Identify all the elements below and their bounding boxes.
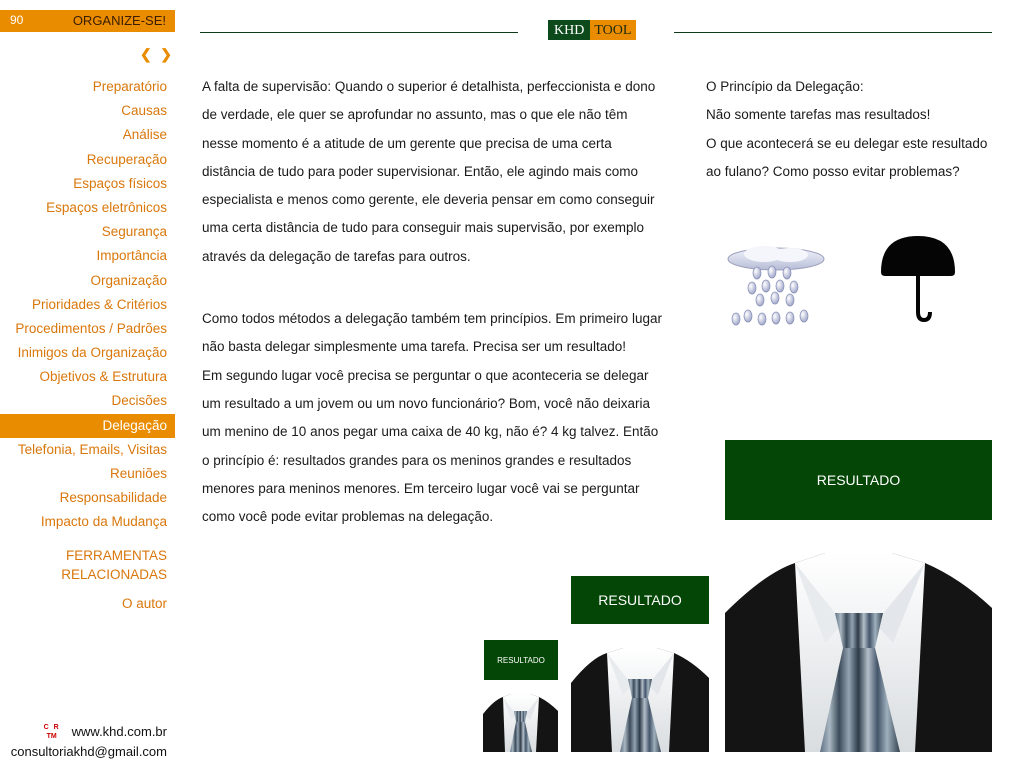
main-text [202, 73, 667, 531]
registered-mark: R [53, 723, 59, 731]
trademark-mark: TM [46, 732, 57, 740]
sidebar-item-telefonia-emails-visitas[interactable]: Telefonia, Emails, Visitas [17, 441, 167, 457]
copyright-marks-icon [42, 724, 64, 742]
sidebar-item-analise[interactable]: Análise [122, 127, 167, 143]
header-rule-right [674, 32, 992, 33]
sidebar-item-inimigos-da-organizacao[interactable]: Inimigos da Organização [17, 345, 167, 361]
website-link[interactable]: www.khd.com.br [71, 724, 167, 739]
khd-tool-logo [548, 20, 636, 40]
sidebar-item-impacto-da-mudanca[interactable]: Impacto da Mudança [40, 514, 167, 530]
principle-question: O que acontecerá se eu delegar este resultado ao fulano? Como posso evitar problemas? [706, 135, 988, 179]
related-tools-label-line1: FERRAMENTAS [65, 548, 167, 563]
email-link[interactable]: consultoriakhd@gmail.com [10, 743, 167, 759]
sidebar-item-responsabilidade[interactable]: Responsabilidade [59, 490, 167, 506]
logo-khd: KHD [548, 20, 590, 40]
related-tools-link[interactable] [0, 546, 175, 584]
sidebar-item-importancia[interactable]: Importância [96, 248, 167, 264]
paragraph-principles-2: Em segundo lugar você precisa se perguntar o que aconteceria se delegar um resultado a um jovem ou um novo funcionário? Bom, você não deixaria um menino de 10 anos pegar uma caixa de 40 kg, não é? 4 kg talvez. Então o princípio é: resultados grandes para os meninos grandes e resultados menores para meninos menores. Em terceiro lugar você vai se perguntar como você pode evitar problemas na delegação. [202, 367, 659, 525]
result-box-small [484, 640, 558, 680]
sidebar-item-seguranca[interactable]: Segurança [101, 224, 167, 240]
sidebar-item-prioridades-criterios[interactable]: Prioridades & Critérios [31, 296, 167, 312]
sidebar-item-reunioes[interactable]: Reuniões [109, 466, 167, 481]
section-title[interactable]: ORGANIZE-SE! [72, 13, 166, 28]
sidebar-item-causas[interactable]: Causas [121, 103, 167, 119]
prev-page-icon[interactable]: ❮ [140, 46, 152, 62]
logo-tool: TOOL [590, 20, 636, 40]
principle-heading: O Princípio da Delegação: [706, 79, 864, 94]
sidebar-item-procedimentos-padroes[interactable]: Procedimentos / Padrões [15, 320, 167, 336]
result-box-large-label: RESULTADO [816, 472, 901, 488]
umbrella-icon [878, 232, 960, 322]
paragraph-principles-1: Como todos métodos a delegação também tem princípios. Em primeiro lugar não basta delegar simplesmente uma tarefa. Precisa ser um resultado! [202, 311, 662, 355]
author-link[interactable]: O autor [121, 596, 167, 611]
result-box-medium-label: RESULTADO [598, 592, 682, 608]
tie-photo-small [483, 694, 558, 752]
related-tools-label-line2: RELACIONADAS [61, 567, 167, 582]
page-navigation [140, 46, 172, 63]
section-header-bar [0, 10, 175, 32]
result-box-large [725, 440, 992, 520]
sidebar-item-preparatorio[interactable]: Preparatório [92, 79, 167, 94]
delegation-principle-text [706, 73, 1006, 186]
header-rule-left [200, 32, 518, 33]
sidebar-item-delegacao[interactable]: Delegação [0, 414, 175, 438]
footer [0, 722, 175, 761]
sidebar-item-objetivos-estrutura[interactable]: Objetivos & Estrutura [39, 369, 167, 385]
tie-photo-medium [571, 648, 709, 752]
tie-photo-large [725, 553, 992, 752]
sidebar-item-espacos-fisicos[interactable]: Espaços físicos [73, 175, 167, 191]
sidebar-item-recuperacao[interactable]: Recuperação [86, 151, 167, 167]
sidebar-item-decisoes[interactable]: Decisões [111, 393, 167, 409]
next-page-icon[interactable]: ❯ [160, 46, 172, 62]
principle-subheading: Não somente tarefas mas resultados! [706, 107, 931, 123]
copyright-mark: C [43, 723, 49, 731]
sidebar-item-espacos-eletronicos[interactable]: Espaços eletrônicos [46, 199, 167, 215]
sidebar-item-organizacao[interactable]: Organização [90, 272, 167, 288]
page-number: 90 [10, 13, 24, 27]
result-box-medium [571, 576, 709, 624]
result-box-small-label: RESULTADO [497, 655, 545, 665]
paragraph-supervision: A falta de supervisão: Quando o superior é detalhista, perfeccionista e dono de verdade, ele quer se aprofundar no assunto, mas o que ele não têm nesse momento é a atitude de um gerente que precisa de uma certa distância de tudo para poder supervisionar. Então, ele agindo mais como especialista e menos como gerente, ele deveria pensar em como conseguir uma certa distância de tudo para conseguir mais supervisão, por exemplo através da delegação de tarefas para outros. [202, 79, 656, 264]
sidebar-menu [0, 75, 175, 535]
rain-cloud-icon [724, 240, 828, 332]
